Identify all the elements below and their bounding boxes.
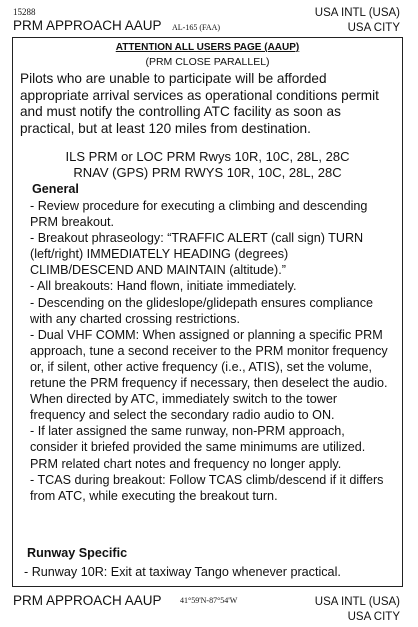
airport-name: USA INTL (USA) [314,7,400,19]
general-item: - Review procedure for executing a climbing and descending PRM breakout. [30,199,368,230]
general-item: - All breakouts: Hand flown, initiate immediately. [30,279,297,294]
general-list [30,198,394,504]
footer-title: PRM APPROACH AAUP [13,593,162,608]
approach-line-1: ILS PRM or LOC PRM Rwys 10R, 10C, 28L, 28C [65,149,350,164]
footer-coordinates: 41°59'N-87°54'W [180,596,238,605]
general-item: - Descending on the glideslope/glidepath ensures compliance with any charted crossing restrictions. [30,295,374,326]
general-item: - TCAS during breakout: Follow TCAS climb/descend if it differs from ATC, while executing the breakout turn. [30,472,384,503]
amendment-number: AL-165 (FAA) [172,23,221,32]
runway-specific-heading: Runway Specific [27,546,128,560]
intro-paragraph: Pilots who are unable to participate will be afforded appropriate arrival services as operational conditions permit and must notify the controlling ATC facility as soon as practical, but at least 120 miles from destination. [20,71,379,136]
city-name: USA CITY [347,22,400,34]
attention-heading: ATTENTION ALL USERS PAGE (AAUP) [115,42,300,53]
general-item: - Breakout phraseology: “TRAFFIC ALERT (call sign) TURN (left/right) IMMEDIATELY HEADING (degrees) CLIMB/DESCEND AND MAINTAIN (altitude).” [30,231,364,278]
approach-line-2: RNAV (GPS) PRM RWYS 10R, 10C, 28L, 28C [73,165,342,180]
chart-number: 15288 [13,7,36,17]
general-heading: General [32,182,79,196]
attention-subheading: (PRM CLOSE PARALLEL) [145,56,270,68]
runway-specific-list [24,564,394,580]
footer-airport-name: USA INTL (USA) [314,596,400,608]
footer-city-name: USA CITY [347,611,400,623]
general-item: - If later assigned the same runway, non-PRM approach, consider it briefed provided the same minimums are utilized. PRM related chart notes and frequency no longer apply. [30,424,366,471]
chart-title: PRM APPROACH AAUP [13,18,162,33]
runway-item: - Runway 10R: Exit at taxiway Tango whenever practical. [24,565,341,579]
general-item: - Dual VHF COMM: When assigned or planning a specific PRM approach, tune a second receiver to the PRM monitor frequency or, if silent, other active frequency (i.e., ATIS), set the volume, retune the PRM frequency if necessary, then deselect the audio. When directed by ATC, immediately switch to the tower frequency and select the secondary radio audio to ON. [30,327,388,423]
